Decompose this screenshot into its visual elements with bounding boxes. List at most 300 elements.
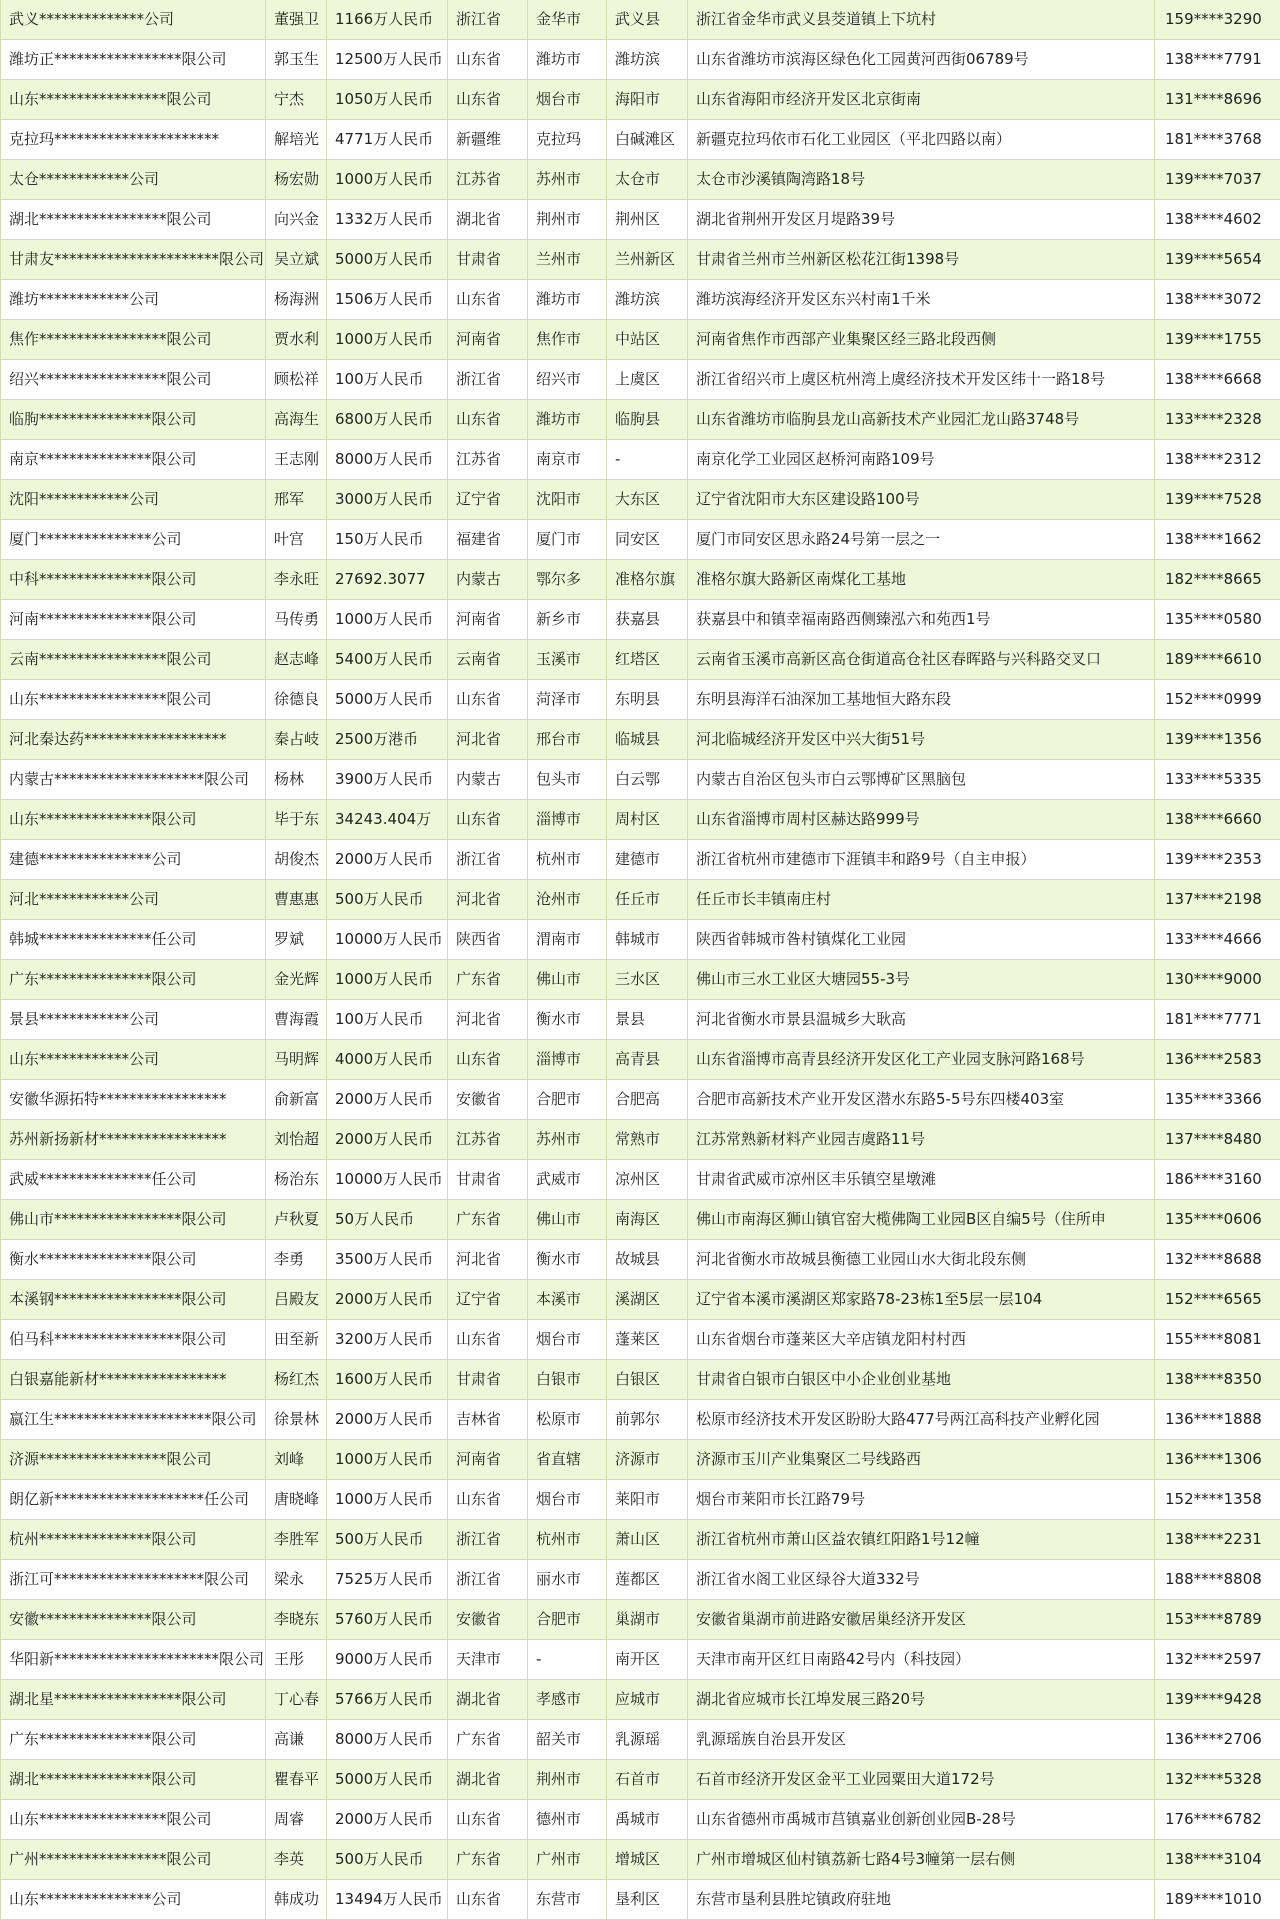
- district-cell: 东明县: [607, 680, 688, 720]
- legal-rep-cell: 郭玉生: [266, 40, 327, 80]
- address-cell: 甘肃省武威市凉州区丰乐镇空星墩滩: [688, 1160, 1155, 1200]
- legal-rep-cell: 宁杰: [266, 80, 327, 120]
- phone-cell: 138****8350: [1155, 1360, 1280, 1400]
- address-cell: 任丘市长丰镇南庄村: [688, 880, 1155, 920]
- city-cell: 南京市: [528, 440, 607, 480]
- table-row: [1, 240, 1280, 280]
- district-cell: 潍坊滨: [607, 280, 688, 320]
- legal-rep-cell: 王彤: [266, 1640, 327, 1680]
- address-cell: 浙江省杭州市萧山区益农镇红阳路1号12幢: [688, 1520, 1155, 1560]
- table-row: [1, 120, 1280, 160]
- address-cell: 湖北省荆州开发区月堤路39号: [688, 200, 1155, 240]
- table-row: [1, 560, 1280, 600]
- capital-cell: 3200万人民币: [327, 1320, 448, 1360]
- capital-cell: 5760万人民币: [327, 1600, 448, 1640]
- province-cell: 江苏省: [448, 440, 528, 480]
- phone-cell: 152****0999: [1155, 680, 1280, 720]
- district-cell: 前郭尔: [607, 1400, 688, 1440]
- phone-cell: 136****2583: [1155, 1040, 1280, 1080]
- city-cell: 德州市: [528, 1800, 607, 1840]
- address-cell: 山东省潍坊市滨海区绿色化工园黄河西街06789号: [688, 40, 1155, 80]
- capital-cell: 1000万人民币: [327, 1440, 448, 1480]
- table-row: [1, 1520, 1280, 1560]
- capital-cell: 2000万人民币: [327, 1280, 448, 1320]
- table-row: [1, 160, 1280, 200]
- province-cell: 新疆维: [448, 120, 528, 160]
- table-row: [1, 280, 1280, 320]
- city-cell: 荆州市: [528, 1760, 607, 1800]
- capital-cell: 1000万人民币: [327, 320, 448, 360]
- address-cell: 天津市南开区红日南路42号内（科技园）: [688, 1640, 1155, 1680]
- phone-cell: 132****5328: [1155, 1760, 1280, 1800]
- legal-rep-cell: 李勇: [266, 1240, 327, 1280]
- capital-cell: 2000万人民币: [327, 1120, 448, 1160]
- table-row: [1, 880, 1280, 920]
- phone-cell: 138****2231: [1155, 1520, 1280, 1560]
- legal-rep-cell: 俞新富: [266, 1080, 327, 1120]
- phone-cell: 136****1888: [1155, 1400, 1280, 1440]
- province-cell: 云南省: [448, 640, 528, 680]
- capital-cell: 12500万人民币: [327, 40, 448, 80]
- phone-cell: 139****1356: [1155, 720, 1280, 760]
- capital-cell: 1000万人民币: [327, 1480, 448, 1520]
- capital-cell: 7525万人民币: [327, 1560, 448, 1600]
- district-cell: 凉州区: [607, 1160, 688, 1200]
- city-cell: 玉溪市: [528, 640, 607, 680]
- company-name-cell: 临朐***************限公司: [1, 400, 266, 440]
- district-cell: 萧山区: [607, 1520, 688, 1560]
- province-cell: 山东省: [448, 80, 528, 120]
- company-name-cell: 潍坊************公司: [1, 280, 266, 320]
- capital-cell: 150万人民币: [327, 520, 448, 560]
- city-cell: 武威市: [528, 1160, 607, 1200]
- legal-rep-cell: 杨红杰: [266, 1360, 327, 1400]
- phone-cell: 189****1010: [1155, 1880, 1280, 1920]
- province-cell: 安徽省: [448, 1080, 528, 1120]
- province-cell: 山东省: [448, 1480, 528, 1520]
- city-cell: 渭南市: [528, 920, 607, 960]
- capital-cell: 500万人民币: [327, 1520, 448, 1560]
- legal-rep-cell: 曹惠惠: [266, 880, 327, 920]
- address-cell: 佛山市南海区狮山镇官窑大榄佛陶工业园B区自编5号（住所申: [688, 1200, 1155, 1240]
- city-cell: 衡水市: [528, 1240, 607, 1280]
- district-cell: 巢湖市: [607, 1600, 688, 1640]
- phone-cell: 136****2706: [1155, 1720, 1280, 1760]
- company-name-cell: 朗亿新********************任公司: [1, 1480, 266, 1520]
- table-row: [1, 1720, 1280, 1760]
- company-name-cell: 山东*****************限公司: [1, 80, 266, 120]
- company-name-cell: 安徽***************限公司: [1, 1600, 266, 1640]
- phone-cell: 136****1306: [1155, 1440, 1280, 1480]
- city-cell: 潍坊市: [528, 40, 607, 80]
- capital-cell: 8000万人民币: [327, 1720, 448, 1760]
- legal-rep-cell: 瞿春平: [266, 1760, 327, 1800]
- capital-cell: 3900万人民币: [327, 760, 448, 800]
- address-cell: 内蒙古自治区包头市白云鄂博矿区黑脑包: [688, 760, 1155, 800]
- district-cell: 武义县: [607, 0, 688, 40]
- district-cell: 韩城市: [607, 920, 688, 960]
- address-cell: 甘肃省兰州市兰州新区松花江街1398号: [688, 240, 1155, 280]
- legal-rep-cell: 杨林: [266, 760, 327, 800]
- legal-rep-cell: 李永旺: [266, 560, 327, 600]
- district-cell: 潍坊滨: [607, 40, 688, 80]
- address-cell: 东营市垦利县胜坨镇政府驻地: [688, 1880, 1155, 1920]
- phone-cell: 159****3290: [1155, 0, 1280, 40]
- province-cell: 河北省: [448, 720, 528, 760]
- district-cell: 同安区: [607, 520, 688, 560]
- table-row: [1, 520, 1280, 560]
- company-name-cell: 河北************公司: [1, 880, 266, 920]
- province-cell: 山东省: [448, 40, 528, 80]
- address-cell: 山东省烟台市蓬莱区大辛店镇龙阳村村西: [688, 1320, 1155, 1360]
- province-cell: 广东省: [448, 960, 528, 1000]
- address-cell: 河北省衡水市故城县衡德工业园山水大街北段东侧: [688, 1240, 1155, 1280]
- capital-cell: 1050万人民币: [327, 80, 448, 120]
- district-cell: 获嘉县: [607, 600, 688, 640]
- phone-cell: 132****8688: [1155, 1240, 1280, 1280]
- phone-cell: 139****5654: [1155, 240, 1280, 280]
- city-cell: 杭州市: [528, 1520, 607, 1560]
- district-cell: 莲都区: [607, 1560, 688, 1600]
- address-cell: 准格尔旗大路新区南煤化工基地: [688, 560, 1155, 600]
- phone-cell: 131****8696: [1155, 80, 1280, 120]
- table-row: [1, 1280, 1280, 1320]
- district-cell: 临朐县: [607, 400, 688, 440]
- province-cell: 江苏省: [448, 160, 528, 200]
- capital-cell: 1000万人民币: [327, 600, 448, 640]
- city-cell: -: [528, 1640, 607, 1680]
- capital-cell: 5000万人民币: [327, 240, 448, 280]
- company-name-cell: 广东***************限公司: [1, 960, 266, 1000]
- table-row: [1, 600, 1280, 640]
- city-cell: 苏州市: [528, 160, 607, 200]
- city-cell: 松原市: [528, 1400, 607, 1440]
- capital-cell: 3500万人民币: [327, 1240, 448, 1280]
- legal-rep-cell: 叶宫: [266, 520, 327, 560]
- company-name-cell: 衡水***************限公司: [1, 1240, 266, 1280]
- city-cell: 菏泽市: [528, 680, 607, 720]
- table-row: [1, 760, 1280, 800]
- city-cell: 广州市: [528, 1840, 607, 1880]
- legal-rep-cell: 曹海霞: [266, 1000, 327, 1040]
- city-cell: 沈阳市: [528, 480, 607, 520]
- company-name-cell: 甘肃友**********************限公司: [1, 240, 266, 280]
- table-row: [1, 1040, 1280, 1080]
- city-cell: 淄博市: [528, 1040, 607, 1080]
- phone-cell: 181****3768: [1155, 120, 1280, 160]
- address-cell: 浙江省金华市武义县茭道镇上下坑村: [688, 0, 1155, 40]
- city-cell: 焦作市: [528, 320, 607, 360]
- address-cell: 新疆克拉玛依市石化工业园区（平北四路以南）: [688, 120, 1155, 160]
- company-name-cell: 嬴江生*********************限公司: [1, 1400, 266, 1440]
- capital-cell: 100万人民币: [327, 360, 448, 400]
- province-cell: 山东省: [448, 800, 528, 840]
- city-cell: 烟台市: [528, 1480, 607, 1520]
- address-cell: 山东省淄博市高青县经济开发区化工产业园支脉河路168号: [688, 1040, 1155, 1080]
- legal-rep-cell: 李晓东: [266, 1600, 327, 1640]
- phone-cell: 186****3160: [1155, 1160, 1280, 1200]
- city-cell: 克拉玛: [528, 120, 607, 160]
- capital-cell: 1000万人民币: [327, 960, 448, 1000]
- legal-rep-cell: 徐德良: [266, 680, 327, 720]
- city-cell: 潍坊市: [528, 280, 607, 320]
- province-cell: 广东省: [448, 1840, 528, 1880]
- province-cell: 甘肃省: [448, 240, 528, 280]
- address-cell: 安徽省巢湖市前进路安徽居巢经济开发区: [688, 1600, 1155, 1640]
- legal-rep-cell: 杨海洲: [266, 280, 327, 320]
- city-cell: 沧州市: [528, 880, 607, 920]
- table-row: [1, 720, 1280, 760]
- district-cell: 红塔区: [607, 640, 688, 680]
- legal-rep-cell: 唐晓峰: [266, 1480, 327, 1520]
- district-cell: 禹城市: [607, 1800, 688, 1840]
- phone-cell: 152****6565: [1155, 1280, 1280, 1320]
- capital-cell: 4000万人民币: [327, 1040, 448, 1080]
- address-cell: 济源市玉川产业集聚区二号线路西: [688, 1440, 1155, 1480]
- company-name-cell: 太仓************公司: [1, 160, 266, 200]
- company-name-cell: 湖北*****************限公司: [1, 200, 266, 240]
- legal-rep-cell: 马传勇: [266, 600, 327, 640]
- legal-rep-cell: 金光辉: [266, 960, 327, 1000]
- province-cell: 山东省: [448, 680, 528, 720]
- table-row: [1, 400, 1280, 440]
- table-row: [1, 480, 1280, 520]
- address-cell: 辽宁省沈阳市大东区建设路100号: [688, 480, 1155, 520]
- address-cell: 烟台市莱阳市长江路79号: [688, 1480, 1155, 1520]
- phone-cell: 139****7037: [1155, 160, 1280, 200]
- table-row: [1, 1440, 1280, 1480]
- legal-rep-cell: 丁心春: [266, 1680, 327, 1720]
- address-cell: 浙江省水阁工业区绿谷大道332号: [688, 1560, 1155, 1600]
- company-name-cell: 克拉玛**********************: [1, 120, 266, 160]
- city-cell: 衡水市: [528, 1000, 607, 1040]
- province-cell: 河北省: [448, 880, 528, 920]
- address-cell: 山东省潍坊市临朐县龙山高新技术产业园汇龙山路3748号: [688, 400, 1155, 440]
- address-cell: 太仓市沙溪镇陶湾路18号: [688, 160, 1155, 200]
- province-cell: 甘肃省: [448, 1160, 528, 1200]
- phone-cell: 135****3366: [1155, 1080, 1280, 1120]
- city-cell: 厦门市: [528, 520, 607, 560]
- legal-rep-cell: 卢秋夏: [266, 1200, 327, 1240]
- company-name-cell: 本溪钢*****************限公司: [1, 1280, 266, 1320]
- capital-cell: 34243.404万: [327, 800, 448, 840]
- province-cell: 山东省: [448, 1040, 528, 1080]
- province-cell: 浙江省: [448, 840, 528, 880]
- district-cell: 蓬莱区: [607, 1320, 688, 1360]
- legal-rep-cell: 邢军: [266, 480, 327, 520]
- address-cell: 获嘉县中和镇幸福南路西侧臻泓六和苑西1号: [688, 600, 1155, 640]
- city-cell: 绍兴市: [528, 360, 607, 400]
- city-cell: 包头市: [528, 760, 607, 800]
- phone-cell: 138****4602: [1155, 200, 1280, 240]
- company-name-cell: 湖北***************限公司: [1, 1760, 266, 1800]
- address-cell: 合肥市高新技术产业开发区潜水东路5-5号东四楼403室: [688, 1080, 1155, 1120]
- company-name-cell: 山东*****************限公司: [1, 680, 266, 720]
- address-cell: 佛山市三水工业区大塘园55-3号: [688, 960, 1155, 1000]
- city-cell: 东营市: [528, 1880, 607, 1920]
- legal-rep-cell: 梁永: [266, 1560, 327, 1600]
- province-cell: 陕西省: [448, 920, 528, 960]
- table-row: [1, 1840, 1280, 1880]
- district-cell: 白银区: [607, 1360, 688, 1400]
- capital-cell: 5400万人民币: [327, 640, 448, 680]
- city-cell: 白银市: [528, 1360, 607, 1400]
- table-row: [1, 1400, 1280, 1440]
- legal-rep-cell: 杨宏勋: [266, 160, 327, 200]
- province-cell: 山东省: [448, 1800, 528, 1840]
- phone-cell: 135****0580: [1155, 600, 1280, 640]
- district-cell: 高青县: [607, 1040, 688, 1080]
- legal-rep-cell: 罗斌: [266, 920, 327, 960]
- city-cell: 邢台市: [528, 720, 607, 760]
- district-cell: 应城市: [607, 1680, 688, 1720]
- table-row: [1, 320, 1280, 360]
- phone-cell: 176****6782: [1155, 1800, 1280, 1840]
- phone-cell: 189****6610: [1155, 640, 1280, 680]
- district-cell: 石首市: [607, 1760, 688, 1800]
- province-cell: 山东省: [448, 1320, 528, 1360]
- address-cell: 潍坊滨海经济开发区东兴村南1千米: [688, 280, 1155, 320]
- province-cell: 安徽省: [448, 1600, 528, 1640]
- province-cell: 湖北省: [448, 1680, 528, 1720]
- legal-rep-cell: 周睿: [266, 1800, 327, 1840]
- capital-cell: 9000万人民币: [327, 1640, 448, 1680]
- company-name-cell: 武义**************公司: [1, 0, 266, 40]
- table-row: [1, 1480, 1280, 1520]
- company-name-cell: 浙江可********************限公司: [1, 1560, 266, 1600]
- capital-cell: 4771万人民币: [327, 120, 448, 160]
- address-cell: 乳源瑶族自治县开发区: [688, 1720, 1155, 1760]
- legal-rep-cell: 高海生: [266, 400, 327, 440]
- table-row: [1, 840, 1280, 880]
- table-row: [1, 1600, 1280, 1640]
- phone-cell: 132****2597: [1155, 1640, 1280, 1680]
- company-name-cell: 沈阳************公司: [1, 480, 266, 520]
- capital-cell: 500万人民币: [327, 880, 448, 920]
- address-cell: 河北省衡水市景县温城乡大耿高: [688, 1000, 1155, 1040]
- city-cell: 潍坊市: [528, 400, 607, 440]
- province-cell: 内蒙古: [448, 560, 528, 600]
- company-name-cell: 武威***************任公司: [1, 1160, 266, 1200]
- phone-cell: 135****0606: [1155, 1200, 1280, 1240]
- phone-cell: 138****1662: [1155, 520, 1280, 560]
- district-cell: 兰州新区: [607, 240, 688, 280]
- legal-rep-cell: 胡俊杰: [266, 840, 327, 880]
- city-cell: 合肥市: [528, 1600, 607, 1640]
- capital-cell: 100万人民币: [327, 1000, 448, 1040]
- table-row: [1, 80, 1280, 120]
- city-cell: 本溪市: [528, 1280, 607, 1320]
- address-cell: 河南省焦作市西部产业集聚区经三路北段西侧: [688, 320, 1155, 360]
- district-cell: 景县: [607, 1000, 688, 1040]
- address-cell: 厦门市同安区思永路24号第一层之一: [688, 520, 1155, 560]
- city-cell: 合肥市: [528, 1080, 607, 1120]
- province-cell: 浙江省: [448, 0, 528, 40]
- legal-rep-cell: 田至新: [266, 1320, 327, 1360]
- company-name-cell: 杭州***************限公司: [1, 1520, 266, 1560]
- city-cell: 新乡市: [528, 600, 607, 640]
- legal-rep-cell: 高谦: [266, 1720, 327, 1760]
- district-cell: 任丘市: [607, 880, 688, 920]
- address-cell: 甘肃省白银市白银区中小企业创业基地: [688, 1360, 1155, 1400]
- table-row: [1, 1200, 1280, 1240]
- table-row: [1, 1160, 1280, 1200]
- phone-cell: 133****5335: [1155, 760, 1280, 800]
- address-cell: 东明县海洋石油深加工基地恒大路东段: [688, 680, 1155, 720]
- company-name-cell: 白银嘉能新材*****************: [1, 1360, 266, 1400]
- capital-cell: 6800万人民币: [327, 400, 448, 440]
- company-name-cell: 伯马科*****************限公司: [1, 1320, 266, 1360]
- province-cell: 湖北省: [448, 200, 528, 240]
- address-cell: 广州市增城区仙村镇荔新七路4号3幢第一层右侧: [688, 1840, 1155, 1880]
- address-cell: 南京化学工业园区赵桥河南路109号: [688, 440, 1155, 480]
- district-cell: 白云鄂: [607, 760, 688, 800]
- company-name-cell: 焦作*****************限公司: [1, 320, 266, 360]
- legal-rep-cell: 马明辉: [266, 1040, 327, 1080]
- phone-cell: 139****1755: [1155, 320, 1280, 360]
- district-cell: 溪湖区: [607, 1280, 688, 1320]
- table-row: [1, 1680, 1280, 1720]
- phone-cell: 137****8480: [1155, 1120, 1280, 1160]
- city-cell: 佛山市: [528, 1200, 607, 1240]
- capital-cell: 1000万人民币: [327, 160, 448, 200]
- company-name-cell: 广东***************限公司: [1, 1720, 266, 1760]
- district-cell: 莱阳市: [607, 1480, 688, 1520]
- capital-cell: 5000万人民币: [327, 1760, 448, 1800]
- capital-cell: 2000万人民币: [327, 1400, 448, 1440]
- company-name-cell: 潍坊正*****************限公司: [1, 40, 266, 80]
- company-name-cell: 广州*****************限公司: [1, 1840, 266, 1880]
- capital-cell: 5000万人民币: [327, 680, 448, 720]
- table-row: [1, 1240, 1280, 1280]
- legal-rep-cell: 吴立斌: [266, 240, 327, 280]
- table-row: [1, 440, 1280, 480]
- district-cell: 济源市: [607, 1440, 688, 1480]
- legal-rep-cell: 李英: [266, 1840, 327, 1880]
- address-cell: 石首市经济开发区金平工业园粟田大道172号: [688, 1760, 1155, 1800]
- province-cell: 山东省: [448, 280, 528, 320]
- district-cell: 增城区: [607, 1840, 688, 1880]
- district-cell: 建德市: [607, 840, 688, 880]
- phone-cell: 138****6668: [1155, 360, 1280, 400]
- district-cell: 上虞区: [607, 360, 688, 400]
- province-cell: 江苏省: [448, 1120, 528, 1160]
- company-name-cell: 南京***************限公司: [1, 440, 266, 480]
- company-name-cell: 内蒙古********************限公司: [1, 760, 266, 800]
- legal-rep-cell: 杨治东: [266, 1160, 327, 1200]
- province-cell: 广东省: [448, 1720, 528, 1760]
- phone-cell: 138****3104: [1155, 1840, 1280, 1880]
- phone-cell: 138****2312: [1155, 440, 1280, 480]
- legal-rep-cell: 刘峰: [266, 1440, 327, 1480]
- district-cell: -: [607, 440, 688, 480]
- legal-rep-cell: 向兴金: [266, 200, 327, 240]
- address-cell: 湖北省应城市长江埠发展三路20号: [688, 1680, 1155, 1720]
- table-row: [1, 1800, 1280, 1840]
- table-row: [1, 1320, 1280, 1360]
- address-cell: 松原市经济技术开发区盼盼大路477号两江高科技产业孵化园: [688, 1400, 1155, 1440]
- capital-cell: 13494万人民币: [327, 1880, 448, 1920]
- district-cell: 故城县: [607, 1240, 688, 1280]
- province-cell: 河北省: [448, 1000, 528, 1040]
- district-cell: 荆州区: [607, 200, 688, 240]
- capital-cell: 10000万人民币: [327, 920, 448, 960]
- city-cell: 烟台市: [528, 1320, 607, 1360]
- table-row: [1, 360, 1280, 400]
- legal-rep-cell: 秦占岐: [266, 720, 327, 760]
- address-cell: 河北临城经济开发区中兴大街51号: [688, 720, 1155, 760]
- province-cell: 天津市: [448, 1640, 528, 1680]
